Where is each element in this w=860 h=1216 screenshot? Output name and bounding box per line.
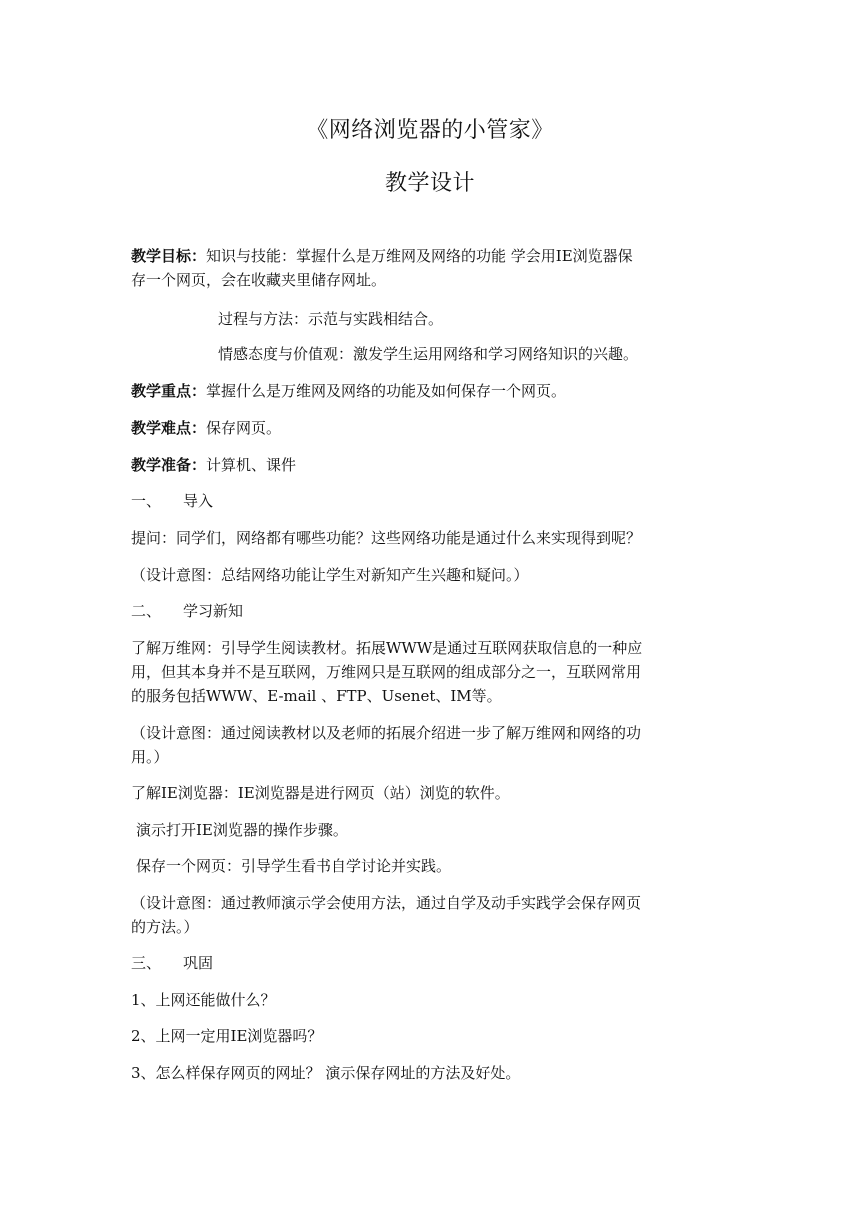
section1-question: 提问：同学们，网络都有哪些功能？这些网络功能是通过什么来实现得到呢？: [131, 529, 642, 547]
section2-www-line1: 了解万维网：引导学生阅读教材。拓展WWW是通过互联网获取信息的一种应: [131, 639, 643, 657]
preparation-label: 教学准备：: [131, 456, 207, 474]
objectives-line2: 存一个网页，会在收藏夹里储存网址。: [131, 271, 387, 289]
objectives-label: 教学目标：: [131, 247, 207, 265]
section1-intent: （设计意图：总结网络功能让学生对新知产生兴趣和疑问。）: [131, 566, 529, 584]
key-point-label: 教学重点：: [131, 382, 207, 400]
section2-save: 保存一个网页：引导学生看书自学讨论并实践。: [136, 857, 452, 875]
objectives-text-1: 知识与技能：掌握什么是万维网及网络的功能 学会用IE浏览器保: [206, 247, 633, 265]
section3-q1: 1、上网还能做什么？: [131, 991, 276, 1009]
section2-title: 学习新知: [183, 602, 244, 620]
section2-ie: 了解IE浏览器：IE浏览器是进行网页（站）浏览的软件。: [131, 784, 510, 802]
key-point-text: 掌握什么是万维网及网络的功能及如何保存一个网页。: [206, 382, 567, 400]
section2-intent2-line2: 的方法。）: [131, 918, 199, 936]
section2-number: 二、: [131, 602, 162, 620]
section2-www-line3: 的服务包括WWW、E-mail 、FTP、Usenet、IM等。: [131, 687, 502, 705]
section2-intent2-line1: （设计意图：通过教师演示学会使用方法，通过自学及动手实践学会保存网页: [131, 894, 642, 912]
objectives-line1: [131, 245, 731, 268]
section2-intent1-line2: 用。）: [131, 748, 169, 766]
section3-title: 巩固: [183, 954, 214, 972]
section1-number: 一、: [131, 492, 162, 510]
preparation-text: 计算机、课件: [206, 456, 297, 474]
difficulty-text: 保存网页。: [206, 419, 282, 437]
section1-heading: [131, 490, 731, 513]
document-title: 《网络浏览器的小管家》: [306, 118, 554, 143]
section3-q3: 3、怎么样保存网页的网址？ 演示保存网址的方法及好处。: [131, 1064, 521, 1082]
section1-title: 导入: [183, 492, 214, 510]
section3-heading: [131, 952, 731, 975]
preparation: [131, 454, 731, 477]
difficulty-label: 教学难点：: [131, 419, 207, 437]
section3-q2: 2、上网一定用IE浏览器吗？: [131, 1027, 323, 1045]
objectives-method: 过程与方法：示范与实践相结合。: [218, 310, 444, 328]
key-point: [131, 380, 731, 403]
difficulty: [131, 417, 731, 440]
section2-www-line2: 用，但其本身并不是互联网，万维网只是互联网的组成部分之一，互联网常用: [131, 663, 642, 681]
section2-demo: 演示打开IE浏览器的操作步骤。: [136, 821, 348, 839]
section3-number: 三、: [131, 954, 162, 972]
section2-intent1-line1: （设计意图：通过阅读教材以及老师的拓展介绍进一步了解万维网和网络的功: [131, 724, 642, 742]
document-subtitle: 教学设计: [384, 171, 475, 196]
objectives-emotion: 情感态度与价值观：激发学生运用网络和学习网络知识的兴趣。: [218, 345, 639, 363]
section2-heading: [131, 600, 731, 623]
